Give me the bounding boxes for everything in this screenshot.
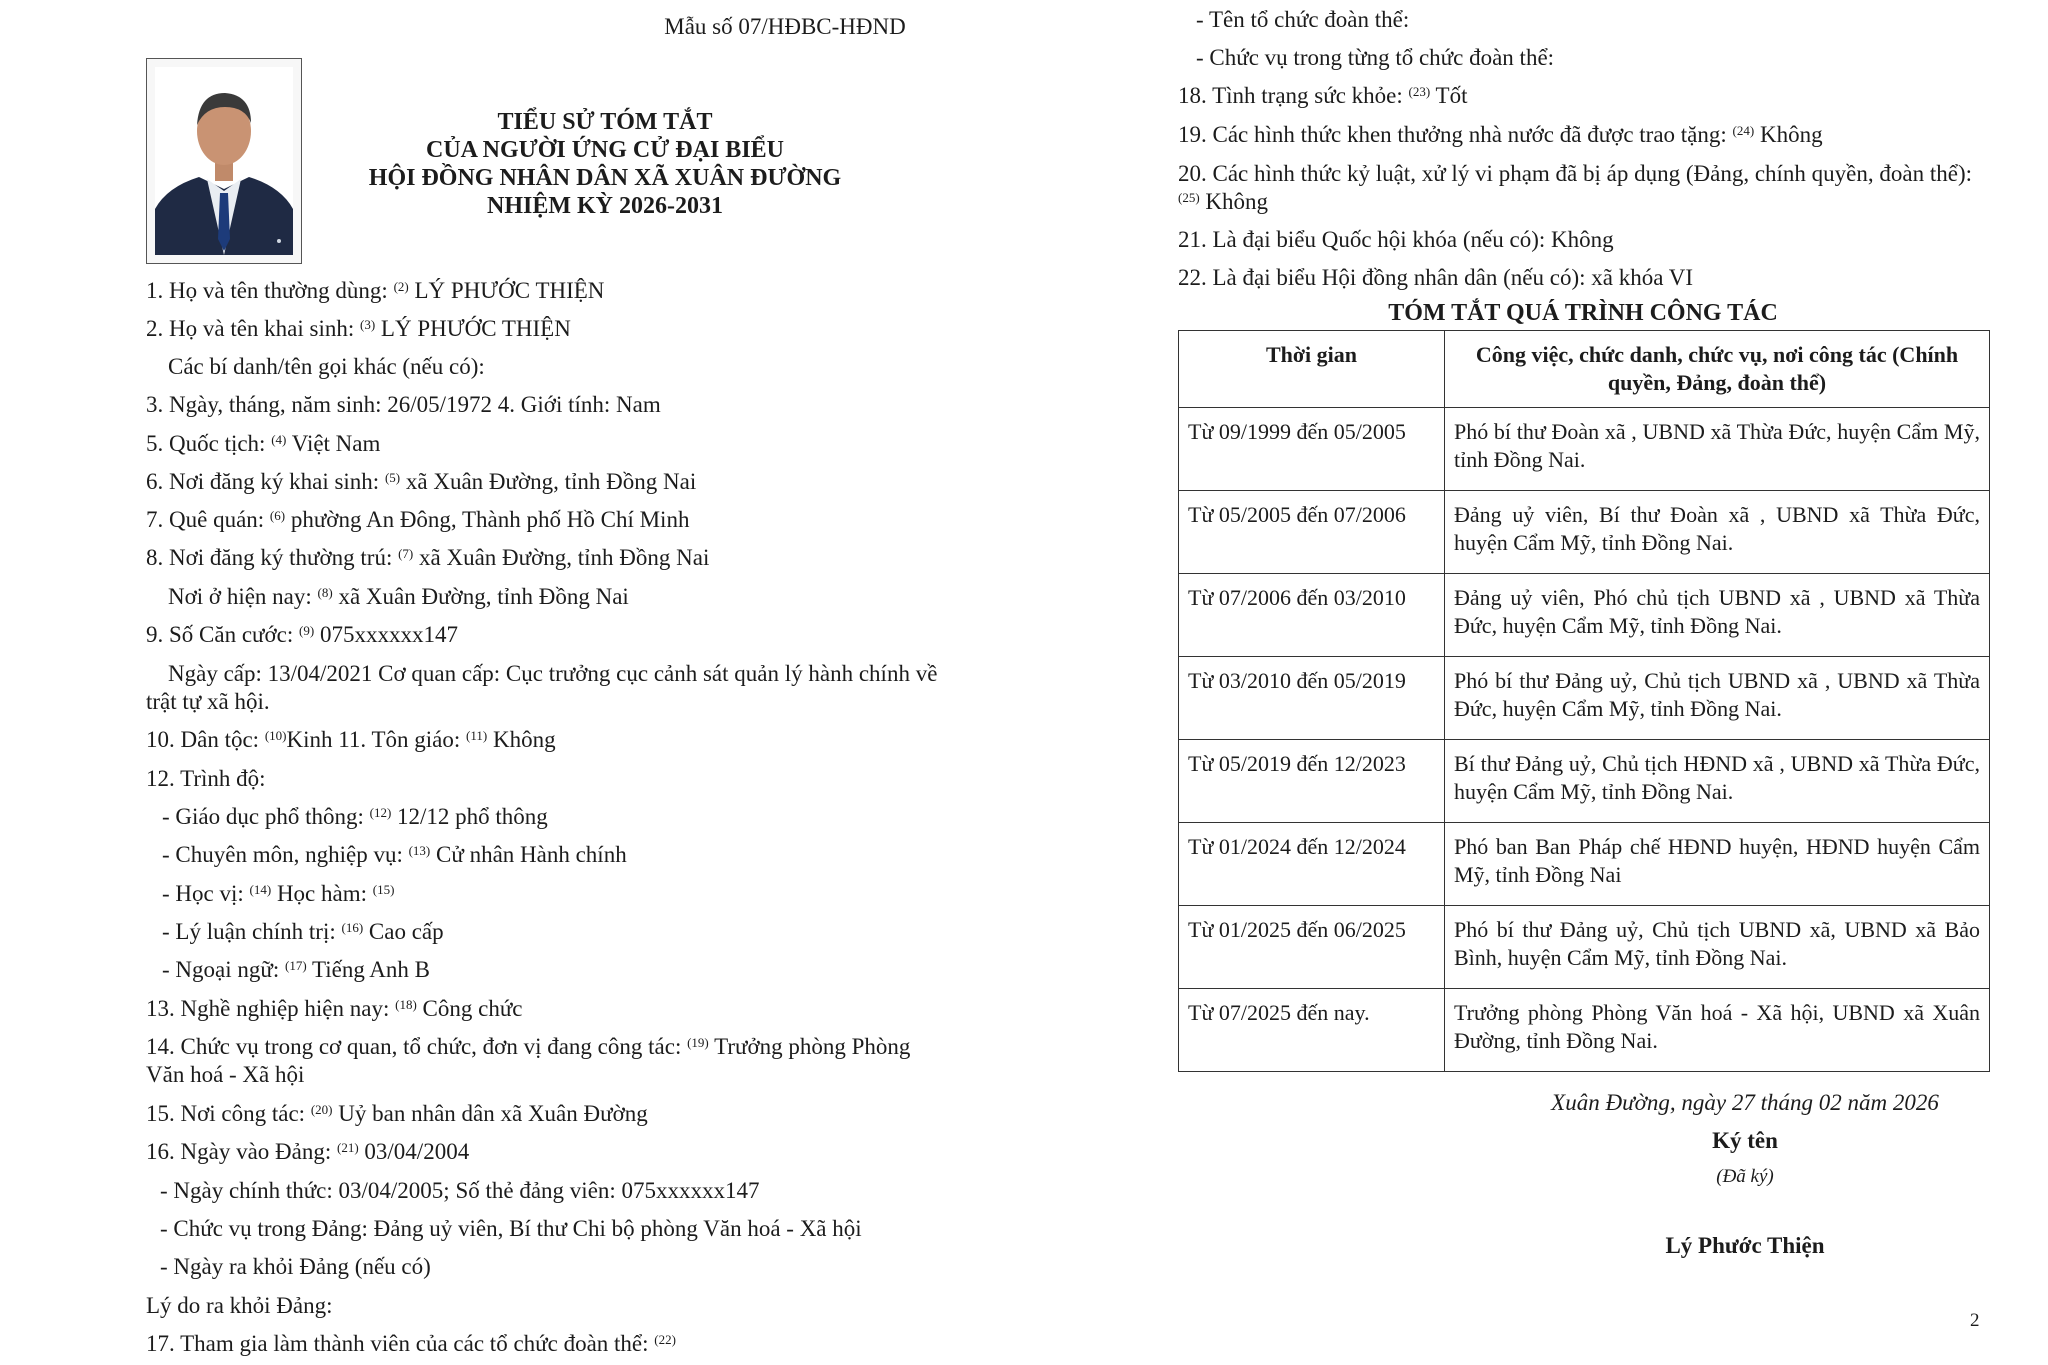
field-awards xyxy=(1178,121,1823,149)
cell-time: Từ 07/2006 đến 03/2010 xyxy=(1179,574,1445,657)
field-value: xã Xuân Đường, tỉnh Đồng Nai xyxy=(400,469,697,494)
field-label: - Lý luận chính trị: xyxy=(162,919,342,944)
field-label: - Học vị: xyxy=(162,881,250,906)
field-label: - Giáo dục phổ thông: xyxy=(162,804,370,829)
field-value: Cử nhân Hành chính xyxy=(430,842,627,867)
cell-work: Đảng uỷ viên, Bí thư Đoàn xã , UBND xã Thừa Đức, huyện Cẩm Mỹ, tỉnh Đồng Nai. xyxy=(1445,491,1990,574)
footnote-ref: (23) xyxy=(1408,84,1431,99)
field-value: 12/12 phổ thông xyxy=(391,804,548,829)
cell-time: Từ 03/2010 đến 05/2019 xyxy=(1179,657,1445,740)
footnote-ref: (19) xyxy=(687,1035,709,1050)
field-organization-name: - Tên tổ chức đoàn thể: xyxy=(1196,7,1410,32)
footnote-ref: (5) xyxy=(384,470,401,485)
field-aliases: Các bí danh/tên gọi khác (nếu có): xyxy=(168,354,485,379)
field-current-residence xyxy=(168,583,629,611)
footnote-ref: (12) xyxy=(369,805,392,820)
field-label: - Chuyên môn, nghiệp vụ: xyxy=(162,842,409,867)
field-label: 18. Tình trạng sức khỏe: xyxy=(1178,83,1409,108)
footnote-ref: (4) xyxy=(271,432,287,447)
footnote-ref: (16) xyxy=(341,920,364,935)
field-label: 2. Họ và tên khai sinh: xyxy=(146,316,360,341)
field-value: LÝ PHƯỚC THIỆN xyxy=(375,316,571,341)
footnote-ref: (8) xyxy=(317,585,333,600)
footnote-ref: (3) xyxy=(360,317,376,332)
field-label: 17. Tham gia làm thành viên của các tổ chức đoàn thể: xyxy=(146,1331,655,1356)
field-discipline-value xyxy=(1178,188,1268,216)
field-position-cont: Văn hoá - Xã hội xyxy=(146,1062,305,1087)
signature-note: (Đã ký) xyxy=(1716,1166,1774,1187)
table-row xyxy=(1179,574,1990,657)
table-row xyxy=(1179,740,1990,823)
field-value: Công chức xyxy=(416,996,523,1021)
cell-work: Phó ban Ban Pháp chế HĐND huyện, HĐND huyện Cẩm Mỹ, tỉnh Đồng Nai xyxy=(1445,823,1990,906)
field-value: Tiếng Anh B xyxy=(306,957,431,982)
field-label: 6. Nơi đăng ký khai sinh: xyxy=(146,469,385,494)
field-value: xã Xuân Đường, tỉnh Đồng Nai xyxy=(332,584,629,609)
footnote-ref: (18) xyxy=(395,997,417,1012)
field-value: Kinh 11. Tôn giáo: xyxy=(286,727,467,752)
field-ethnicity-religion xyxy=(146,726,556,754)
title-line-4: NHIỆM KỲ 2026-2031 xyxy=(487,193,723,219)
field-label: - Ngoại ngữ: xyxy=(162,957,285,982)
work-history-table xyxy=(1178,330,1990,1072)
footnote-ref: (20) xyxy=(310,1102,333,1117)
signature-date: Xuân Đường, ngày 27 tháng 02 năm 2026 xyxy=(1551,1090,1939,1115)
footnote-ref: (10) xyxy=(264,728,287,743)
field-party-position: - Chức vụ trong Đảng: Đảng uỷ viên, Bí thư Chi bộ phòng Văn hoá - Xã hội xyxy=(160,1216,862,1241)
field-common-name xyxy=(146,277,604,305)
field-label: Học hàm: xyxy=(271,881,373,906)
field-hometown xyxy=(146,506,689,534)
field-party-official: - Ngày chính thức: 03/04/2005; Số thẻ đảng viên: 075xxxxxx147 xyxy=(160,1178,760,1203)
field-value: 03/04/2004 xyxy=(358,1139,470,1164)
field-national-assembly: 21. Là đại biểu Quốc hội khóa (nếu có): Không xyxy=(1178,227,1614,252)
title-line-3: HỘI ĐỒNG NHÂN DÂN XÃ XUÂN ĐƯỜNG xyxy=(368,165,842,191)
footnote-ref: (6) xyxy=(269,508,286,523)
cell-work: Phó bí thư Đoàn xã , UBND xã Thừa Đức, huyện Cẩm Mỹ, tỉnh Đồng Nai. xyxy=(1445,408,1990,491)
footnote-ref: (2) xyxy=(393,279,409,294)
field-degree-title xyxy=(162,880,394,908)
field-foreign-language xyxy=(162,956,430,984)
field-birthdate-gender: 3. Ngày, tháng, năm sinh: 26/05/1972 4. Giới tính: Nam xyxy=(146,392,661,417)
cell-time: Từ 09/1999 đến 05/2005 xyxy=(1179,408,1445,491)
signature-label: Ký tên xyxy=(1712,1128,1778,1153)
page-number: 2 xyxy=(1970,1310,1980,1331)
field-value: 075xxxxxx147 xyxy=(314,622,458,647)
field-value: LÝ PHƯỚC THIỆN xyxy=(408,278,605,303)
footnote-ref: (25) xyxy=(1178,190,1200,205)
footnote-ref: (13) xyxy=(408,843,431,858)
field-organization-positions: - Chức vụ trong từng tổ chức đoàn thể: xyxy=(1196,45,1555,70)
field-education-heading: 12. Trình độ: xyxy=(146,766,266,791)
field-occupation xyxy=(146,995,523,1023)
table-row xyxy=(1179,906,1990,989)
field-peoples-council: 22. Là đại biểu Hội đồng nhân dân (nếu có): xã khóa VI xyxy=(1178,265,1694,290)
footnote-ref: (24) xyxy=(1732,123,1755,138)
footnote-ref: (7) xyxy=(398,546,414,561)
field-health xyxy=(1178,82,1467,110)
document-title xyxy=(340,108,870,220)
field-label: 5. Quốc tịch: xyxy=(146,431,272,456)
field-organizations xyxy=(146,1330,676,1358)
footnote-ref: (15) xyxy=(372,882,395,897)
field-id-issue: Ngày cấp: 13/04/2021 Cơ quan cấp: Cục trưởng cục cảnh sát quản lý hành chính về xyxy=(168,661,938,686)
field-nationality xyxy=(146,430,380,458)
field-id-number xyxy=(146,621,458,649)
work-history-title: TÓM TẮT QUÁ TRÌNH CÔNG TÁC xyxy=(1388,300,1778,326)
field-value: Không xyxy=(1754,122,1823,147)
title-line-1: TIỂU SỬ TÓM TẮT xyxy=(497,109,713,135)
cell-work: Đảng uỷ viên, Phó chủ tịch UBND xã , UBND xã Thừa Đức, huyện Cẩm Mỹ, tỉnh Đồng Nai. xyxy=(1445,574,1990,657)
field-label: 7. Quê quán: xyxy=(146,507,270,532)
cell-work: Phó bí thư Đảng uỷ, Chủ tịch UBND xã , UBND xã Thừa Đức, huyện Cẩm Mỹ, tỉnh Đồng Nai. xyxy=(1445,657,1990,740)
footnote-ref: (21) xyxy=(337,1140,359,1155)
cell-time: Từ 05/2019 đến 12/2023 xyxy=(1179,740,1445,823)
portrait-image xyxy=(147,59,301,263)
field-party-leave-date: - Ngày ra khỏi Đảng (nếu có) xyxy=(160,1254,431,1279)
field-value: Không xyxy=(487,727,556,752)
form-code: Mẫu số 07/HĐBC-HĐND xyxy=(664,14,906,39)
field-label: 19. Các hình thức khen thưởng nhà nước đã được trao tặng: xyxy=(1178,122,1733,147)
cell-work: Trưởng phòng Phòng Văn hoá - Xã hội, UBND xã Xuân Đường, tỉnh Đồng Nai. xyxy=(1445,989,1990,1072)
field-label: Nơi ở hiện nay: xyxy=(168,584,318,609)
title-line-2: CỦA NGƯỜI ỨNG CỬ ĐẠI BIỂU xyxy=(425,137,784,163)
column-header-time: Thời gian xyxy=(1179,331,1445,408)
footnote-ref: (11) xyxy=(466,728,488,743)
field-value: Uỷ ban nhân dân xã Xuân Đường xyxy=(332,1101,648,1126)
field-label: 1. Họ và tên thường dùng: xyxy=(146,278,394,303)
cell-time: Từ 01/2024 đến 12/2024 xyxy=(1179,823,1445,906)
field-party-join-date xyxy=(146,1138,469,1166)
field-label: 8. Nơi đăng ký thường trú: xyxy=(146,545,399,570)
table-header-row xyxy=(1179,331,1990,408)
field-value: Trưởng phòng Phòng xyxy=(708,1034,911,1059)
table-row xyxy=(1179,989,1990,1072)
field-label: 16. Ngày vào Đảng: xyxy=(146,1139,337,1164)
signer-name: Lý Phước Thiện xyxy=(1665,1233,1825,1258)
cell-time: Từ 01/2025 đến 06/2025 xyxy=(1179,906,1445,989)
table-row xyxy=(1179,657,1990,740)
field-label: 10. Dân tộc: xyxy=(146,727,265,752)
field-position xyxy=(146,1033,910,1061)
field-permanent-residence xyxy=(146,544,709,572)
field-general-education xyxy=(162,803,548,831)
portrait-photo xyxy=(146,58,302,264)
field-value: xã Xuân Đường, tỉnh Đồng Nai xyxy=(413,545,710,570)
field-label: 13. Nghề nghiệp hiện nay: xyxy=(146,996,396,1021)
footnote-ref: (22) xyxy=(654,1332,676,1347)
column-header-work: Công việc, chức danh, chức vụ, nơi công tác (Chính quyền, Đảng, đoàn thể) xyxy=(1445,331,1990,408)
table-row xyxy=(1179,823,1990,906)
field-id-issue-cont: trật tự xã hội. xyxy=(146,689,270,714)
cell-work: Bí thư Đảng uỷ, Chủ tịch HĐND xã , UBND xã Thừa Đức, huyện Cẩm Mỹ, tỉnh Đồng Nai. xyxy=(1445,740,1990,823)
field-value: Cao cấp xyxy=(363,919,444,944)
footnote-ref: (14) xyxy=(249,882,272,897)
footnote-ref: (9) xyxy=(299,623,315,638)
field-label: 14. Chức vụ trong cơ quan, tổ chức, đơn vị đang công tác: xyxy=(146,1034,688,1059)
field-value: Không xyxy=(1199,189,1269,214)
field-birth-registration xyxy=(146,468,696,496)
field-value: phường An Đông, Thành phố Hồ Chí Minh xyxy=(285,507,690,532)
field-label: 15. Nơi công tác: xyxy=(146,1101,311,1126)
field-value: Tốt xyxy=(1430,83,1468,108)
field-birth-name xyxy=(146,315,571,343)
cell-work: Phó bí thư Đảng uỷ, Chủ tịch UBND xã, UBND xã Bảo Bình, huyện Cẩm Mỹ, tỉnh Đồng Nai. xyxy=(1445,906,1990,989)
table-row xyxy=(1179,408,1990,491)
field-party-leave-reason: Lý do ra khỏi Đảng: xyxy=(146,1293,333,1318)
footnote-ref: (17) xyxy=(284,958,307,973)
cell-time: Từ 05/2005 đến 07/2006 xyxy=(1179,491,1445,574)
field-label: 9. Số Căn cước: xyxy=(146,622,300,647)
field-profession xyxy=(162,841,627,869)
field-workplace xyxy=(146,1100,648,1128)
table-row xyxy=(1179,491,1990,574)
field-political-theory xyxy=(162,918,444,946)
cell-time: Từ 07/2025 đến nay. xyxy=(1179,989,1445,1072)
field-discipline: 20. Các hình thức kỷ luật, xử lý vi phạm đã bị áp dụng (Đảng, chính quyền, đoàn thể): xyxy=(1178,161,1972,186)
field-value: Việt Nam xyxy=(286,431,381,456)
